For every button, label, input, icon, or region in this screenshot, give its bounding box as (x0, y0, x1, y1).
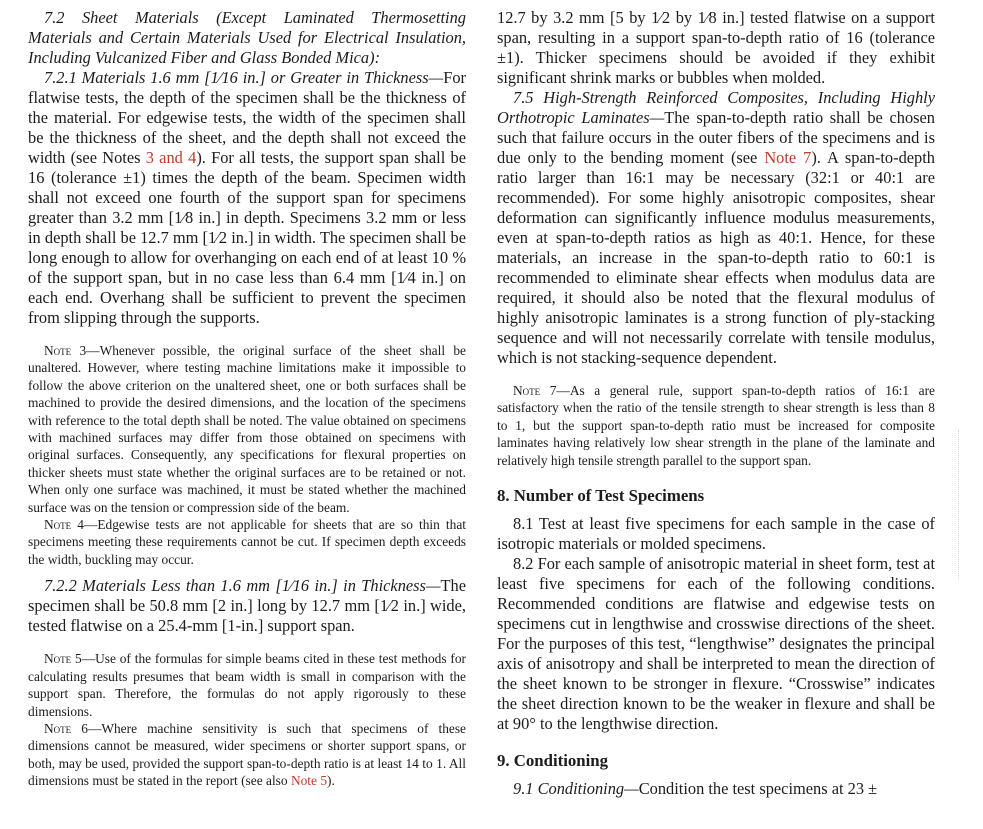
note-4-label: Note (44, 517, 72, 533)
note-6-label: Note (44, 720, 72, 736)
note-5-link[interactable]: Note 5 (290, 773, 328, 789)
note-5-label: Note (44, 651, 72, 667)
note-4 (28, 516, 466, 568)
section-7-2-2 (28, 576, 466, 636)
note-7-text: —As a general rule, support span-to-depth ratios of 16:1 are satisfactory when the ratio of the tensile strength to shear strength is less than 8 to 1, but the support span-to-depth ratio must be increased for composite laminates having relatively low shear strength in the plane of the laminate and relatively high tensile strength parallel to the support span. (497, 383, 935, 468)
section-7-2-1-text-a: For flatwise tests, the depth of the specimen shall be the thickness of the material. For edgewise tests, the width of the specimen shall be the thickness of the sheet, and the depth shall not exceed the width (see Notes (28, 68, 466, 167)
section-9-title: 9. Conditioning (497, 751, 608, 771)
section-7-2-2-heading: 7.2.2 Materials Less than 1.6 mm [1⁄16 in.] in Thickness— (44, 576, 441, 596)
section-7-2-1-text-b: ). For all tests, the support span shall be 16 (tolerance ±1) times the depth of the beam. Specimen width shall not exceed one fourth of the support span for specimens greater than 3.2 mm [1⁄8 in.] in depth. Specimens 3.2 mm or less in depth shall be 12.7 mm [1⁄2 in.] in width. The specimen shall be long enough to allow for overhanging on each end of at least 10 % of the support span, but in no case less than 6.4 mm [1⁄4 in.] on each end. Overhang shall be sufficient to prevent the specimen from slipping through the supports. (28, 148, 466, 327)
note-4-number: 4 (77, 517, 84, 533)
note-5-text: —Use of the formulas for simple beams cited in these test methods for calculating results presumes that beam width is small in comparison with the support span. Therefore, the formulas do not apply rigorously to these dimensions. (28, 651, 466, 719)
note-6-number: 6 (81, 720, 88, 736)
section-8-title: 8. Number of Test Specimens (497, 486, 705, 506)
section-9-1 (497, 779, 935, 799)
note-7 (497, 382, 935, 469)
note-7-link[interactable]: Note 7 (764, 148, 812, 167)
note-3-text: —Whenever possible, the original surface of the sheet shall be unaltered. However, where testing machine limitations make it impossible to follow the above criterion on the unaltered sheet, one or both surfaces shall be machined to provide the desired dimensions, and the location of the specimens with reference to the total depth shall be noted. The value obtained on specimens with machined surfaces may differ from those obtained on specimens with original surfaces. Consequently, any specifications for flexural properties on thicker sheets must state whether the original surfaces are to be retained or not. When only one surface was machined, it must be stated whether the machined surface was on the tension or compression side of the beam. (28, 343, 466, 515)
section-7-2-2-text: The specimen shall be 50.8 mm [2 in.] long by 12.7 mm [1⁄2 in.] wide, tested flatwise on a 25.4-mm [1-in.] support span. (28, 576, 466, 636)
note-7-number: 7 (549, 383, 557, 398)
section-7-5 (497, 88, 935, 368)
section-7-5-text-b: ). A span-to-depth ratio larger than 16:1 may be necessary (32:1 or 40:1 are recommended). For some highly anisotropic composites, shear deformation can significantly influence modulus measurements, even at span-to-depth ratios as high as 40:1. Hence, for these materials, an increase in the span-to-depth ratio to 60:1 is recommended to eliminate shear effects when modulus data are required, it should also be noted that the flexural modulus of highly anisotropic laminates is a strong function of ply-stacking sequence and will not necessarily correlate with tensile modulus, which is not stacking-sequence dependent. (497, 148, 935, 367)
margin-mark (958, 430, 963, 580)
section-7-2-1-heading: 7.2.1 Materials 1.6 mm [1⁄16 in.] or Greater in Thickness— (44, 68, 444, 87)
note-3 (28, 342, 466, 516)
section-9-1-text: Condition the test specimens at 23 ± (638, 779, 878, 799)
note-6-text-b: ). (327, 773, 335, 789)
note-5-number: 5 (75, 651, 82, 667)
continued-paragraph: 12.7 by 3.2 mm [5 by 1⁄2 by 1⁄8 in.] tested flatwise on a support span, resulting in a support span-to-depth ratio of 16 (tolerance ±1). Thicker specimens should be avoided if they exhibit significant shrink marks or bubbles when molded. (497, 8, 935, 87)
section-7-2-1 (28, 68, 466, 328)
section-7-2-text: 7.2 Sheet Materials (Except Laminated Thermosetting Materials and Certain Materials Used for Electrical Insulation, Including Vulcanized Fiber and Glass Bonded Mica): (28, 8, 466, 67)
section-8-2: 8.2 For each sample of anisotropic material in sheet form, test at least five specimens for each of the following conditions. Recommended conditions are flatwise and edgewise tests on specimens cut in lengthwise and crosswise directions of the sheet. For the purposes of this test, “lengthwise” designates the principal axis of anisotropy and shall be interpreted to mean the direction of the sheet known to be stronger in flexure. “Crosswise” indicates the sheet direction known to be the weaker in flexure and shall be at 90° to the lengthwise direction. (497, 554, 935, 734)
note-7-label: Note (513, 383, 541, 398)
note-6 (28, 720, 466, 790)
notes-3-4-link[interactable]: 3 and 4 (145, 148, 197, 167)
note-3-number: 3 (79, 343, 87, 358)
section-8-1: 8.1 Test at least five specimens for each sample in the case of isotropic materials or molded specimens. (497, 514, 935, 554)
note-5 (28, 650, 466, 720)
left-column (28, 8, 466, 790)
section-7-5-text-a: The span-to-depth ratio shall be chosen such that failure occurs in the outer fibers of the specimens and is due only to the bending moment (see (497, 108, 935, 167)
right-column (497, 8, 935, 799)
section-9-1-heading: 9.1 Conditioning— (513, 779, 639, 799)
note-6-text-a: —Where machine sensitivity is such that specimens of these dimensions cannot be measured, wider specimens or shorter support spans, or both, may be used, provided the support span-to-depth ratio is at least 14 to 1. All dimensions must be stated in the report (see also (28, 720, 466, 789)
section-7-2 (28, 8, 466, 68)
note-4-text: —Edgewise tests are not applicable for sheets that are so thin that specimens meeting these requirements cannot be cut. If specimen depth exceeds the width, buckling may occur. (28, 517, 466, 567)
note-3-label: Note (44, 343, 72, 358)
section-7-5-heading: 7.5 High-Strength Reinforced Composites, Including Highly Orthotropic Laminates— (497, 88, 935, 127)
